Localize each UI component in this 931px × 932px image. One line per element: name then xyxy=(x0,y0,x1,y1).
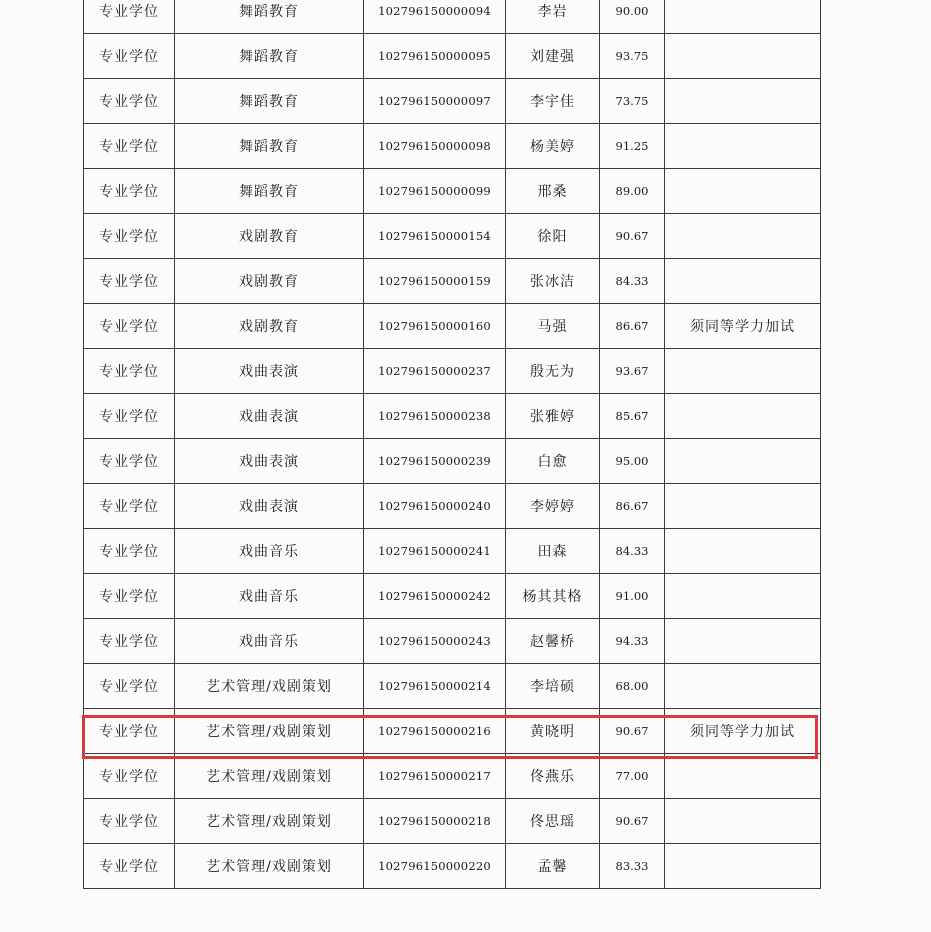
major-cell: 戏剧教育 xyxy=(175,259,364,304)
candidate-id-cell: 102796150000217 xyxy=(364,754,506,799)
major-cell: 舞蹈教育 xyxy=(175,79,364,124)
note-cell xyxy=(665,349,821,394)
major-cell: 戏曲表演 xyxy=(175,394,364,439)
note-cell xyxy=(665,754,821,799)
degree-type-cell: 专业学位 xyxy=(84,619,175,664)
candidate-name-cell: 李婷婷 xyxy=(506,484,600,529)
candidate-id-cell: 102796150000241 xyxy=(364,529,506,574)
candidate-id-cell: 102796150000218 xyxy=(364,799,506,844)
major-cell: 舞蹈教育 xyxy=(175,124,364,169)
candidate-name-cell: 田森 xyxy=(506,529,600,574)
note-cell xyxy=(665,574,821,619)
major-cell: 戏曲音乐 xyxy=(175,574,364,619)
table-row-highlighted xyxy=(84,709,821,754)
table-row xyxy=(84,124,821,169)
score-cell: 83.33 xyxy=(600,844,665,889)
major-cell: 舞蹈教育 xyxy=(175,169,364,214)
candidate-name-cell: 佟燕乐 xyxy=(506,754,600,799)
table-row xyxy=(84,304,821,349)
degree-type-cell: 专业学位 xyxy=(84,664,175,709)
candidate-name-cell: 白愈 xyxy=(506,439,600,484)
candidate-id-cell: 102796150000094 xyxy=(364,0,506,34)
table-row xyxy=(84,619,821,664)
major-cell: 艺术管理/戏剧策划 xyxy=(175,844,364,889)
degree-type-cell: 专业学位 xyxy=(84,124,175,169)
major-cell: 戏曲表演 xyxy=(175,484,364,529)
major-cell: 戏曲表演 xyxy=(175,349,364,394)
score-cell: 86.67 xyxy=(600,304,665,349)
major-cell: 戏曲音乐 xyxy=(175,529,364,574)
candidate-name-cell: 赵馨桥 xyxy=(506,619,600,664)
note-cell xyxy=(665,169,821,214)
major-cell: 戏曲音乐 xyxy=(175,619,364,664)
degree-type-cell: 专业学位 xyxy=(84,304,175,349)
score-cell: 90.00 xyxy=(600,0,665,34)
degree-type-cell: 专业学位 xyxy=(84,574,175,619)
note-cell: 须同等学力加试 xyxy=(665,304,821,349)
degree-type-cell: 专业学位 xyxy=(84,214,175,259)
note-cell xyxy=(665,619,821,664)
note-cell xyxy=(665,124,821,169)
note-cell xyxy=(665,214,821,259)
candidate-id-cell: 102796150000095 xyxy=(364,34,506,79)
candidate-name-cell: 杨美婷 xyxy=(506,124,600,169)
candidate-id-cell: 102796150000243 xyxy=(364,619,506,664)
candidate-name-cell: 刘建强 xyxy=(506,34,600,79)
score-cell: 73.75 xyxy=(600,79,665,124)
note-cell xyxy=(665,259,821,304)
candidate-id-cell: 102796150000097 xyxy=(364,79,506,124)
candidate-name-cell: 佟思瑶 xyxy=(506,799,600,844)
note-cell: 须同等学力加试 xyxy=(665,709,821,754)
table-row xyxy=(84,349,821,394)
score-cell: 68.00 xyxy=(600,664,665,709)
major-cell: 戏剧教育 xyxy=(175,304,364,349)
score-cell: 93.75 xyxy=(600,34,665,79)
candidate-name-cell: 马强 xyxy=(506,304,600,349)
score-cell: 85.67 xyxy=(600,394,665,439)
major-cell: 艺术管理/戏剧策划 xyxy=(175,709,364,754)
note-cell xyxy=(665,664,821,709)
note-cell xyxy=(665,0,821,34)
candidate-name-cell: 张冰洁 xyxy=(506,259,600,304)
candidate-id-cell: 102796150000099 xyxy=(364,169,506,214)
degree-type-cell: 专业学位 xyxy=(84,754,175,799)
admission-list-table xyxy=(83,0,821,889)
score-cell: 89.00 xyxy=(600,169,665,214)
major-cell: 戏曲表演 xyxy=(175,439,364,484)
score-cell: 84.33 xyxy=(600,259,665,304)
table-row xyxy=(84,79,821,124)
major-cell: 艺术管理/戏剧策划 xyxy=(175,664,364,709)
candidate-id-cell: 102796150000216 xyxy=(364,709,506,754)
candidate-name-cell: 李岩 xyxy=(506,0,600,34)
table-row xyxy=(84,0,821,34)
degree-type-cell: 专业学位 xyxy=(84,169,175,214)
table-row xyxy=(84,394,821,439)
degree-type-cell: 专业学位 xyxy=(84,439,175,484)
note-cell xyxy=(665,844,821,889)
table-row xyxy=(84,259,821,304)
degree-type-cell: 专业学位 xyxy=(84,484,175,529)
table-row xyxy=(84,34,821,79)
candidate-id-cell: 102796150000240 xyxy=(364,484,506,529)
candidate-name-cell: 黄晓明 xyxy=(506,709,600,754)
note-cell xyxy=(665,34,821,79)
score-cell: 91.00 xyxy=(600,574,665,619)
major-cell: 艺术管理/戏剧策划 xyxy=(175,799,364,844)
candidate-id-cell: 102796150000160 xyxy=(364,304,506,349)
candidate-name-cell: 徐阳 xyxy=(506,214,600,259)
candidate-id-cell: 102796150000220 xyxy=(364,844,506,889)
candidate-name-cell: 李培硕 xyxy=(506,664,600,709)
score-cell: 94.33 xyxy=(600,619,665,664)
candidate-name-cell: 殷无为 xyxy=(506,349,600,394)
candidate-id-cell: 102796150000098 xyxy=(364,124,506,169)
score-cell: 86.67 xyxy=(600,484,665,529)
candidate-name-cell: 杨其其格 xyxy=(506,574,600,619)
table-row xyxy=(84,799,821,844)
degree-type-cell: 专业学位 xyxy=(84,259,175,304)
table-row xyxy=(84,169,821,214)
note-cell xyxy=(665,439,821,484)
score-cell: 95.00 xyxy=(600,439,665,484)
table-row xyxy=(84,664,821,709)
major-cell: 舞蹈教育 xyxy=(175,0,364,34)
table-row xyxy=(84,439,821,484)
score-cell: 90.67 xyxy=(600,799,665,844)
score-cell: 90.67 xyxy=(600,214,665,259)
note-cell xyxy=(665,79,821,124)
candidate-id-cell: 102796150000239 xyxy=(364,439,506,484)
major-cell: 戏剧教育 xyxy=(175,214,364,259)
score-cell: 84.33 xyxy=(600,529,665,574)
candidate-name-cell: 张雅婷 xyxy=(506,394,600,439)
degree-type-cell: 专业学位 xyxy=(84,709,175,754)
major-cell: 舞蹈教育 xyxy=(175,34,364,79)
table-row xyxy=(84,754,821,799)
degree-type-cell: 专业学位 xyxy=(84,0,175,34)
note-cell xyxy=(665,529,821,574)
score-cell: 90.67 xyxy=(600,709,665,754)
degree-type-cell: 专业学位 xyxy=(84,844,175,889)
table-row xyxy=(84,484,821,529)
candidate-name-cell: 孟馨 xyxy=(506,844,600,889)
candidate-id-cell: 102796150000154 xyxy=(364,214,506,259)
degree-type-cell: 专业学位 xyxy=(84,349,175,394)
candidate-id-cell: 102796150000242 xyxy=(364,574,506,619)
degree-type-cell: 专业学位 xyxy=(84,529,175,574)
note-cell xyxy=(665,394,821,439)
table-row xyxy=(84,844,821,889)
score-cell: 91.25 xyxy=(600,124,665,169)
table-row xyxy=(84,529,821,574)
score-cell: 93.67 xyxy=(600,349,665,394)
table-row xyxy=(84,574,821,619)
candidate-name-cell: 邢桑 xyxy=(506,169,600,214)
table-row xyxy=(84,214,821,259)
candidate-name-cell: 李宇佳 xyxy=(506,79,600,124)
major-cell: 艺术管理/戏剧策划 xyxy=(175,754,364,799)
degree-type-cell: 专业学位 xyxy=(84,394,175,439)
degree-type-cell: 专业学位 xyxy=(84,34,175,79)
degree-type-cell: 专业学位 xyxy=(84,799,175,844)
candidate-id-cell: 102796150000238 xyxy=(364,394,506,439)
note-cell xyxy=(665,799,821,844)
candidate-id-cell: 102796150000237 xyxy=(364,349,506,394)
candidate-id-cell: 102796150000159 xyxy=(364,259,506,304)
note-cell xyxy=(665,484,821,529)
score-cell: 77.00 xyxy=(600,754,665,799)
degree-type-cell: 专业学位 xyxy=(84,79,175,124)
table-body xyxy=(84,0,821,889)
candidate-id-cell: 102796150000214 xyxy=(364,664,506,709)
